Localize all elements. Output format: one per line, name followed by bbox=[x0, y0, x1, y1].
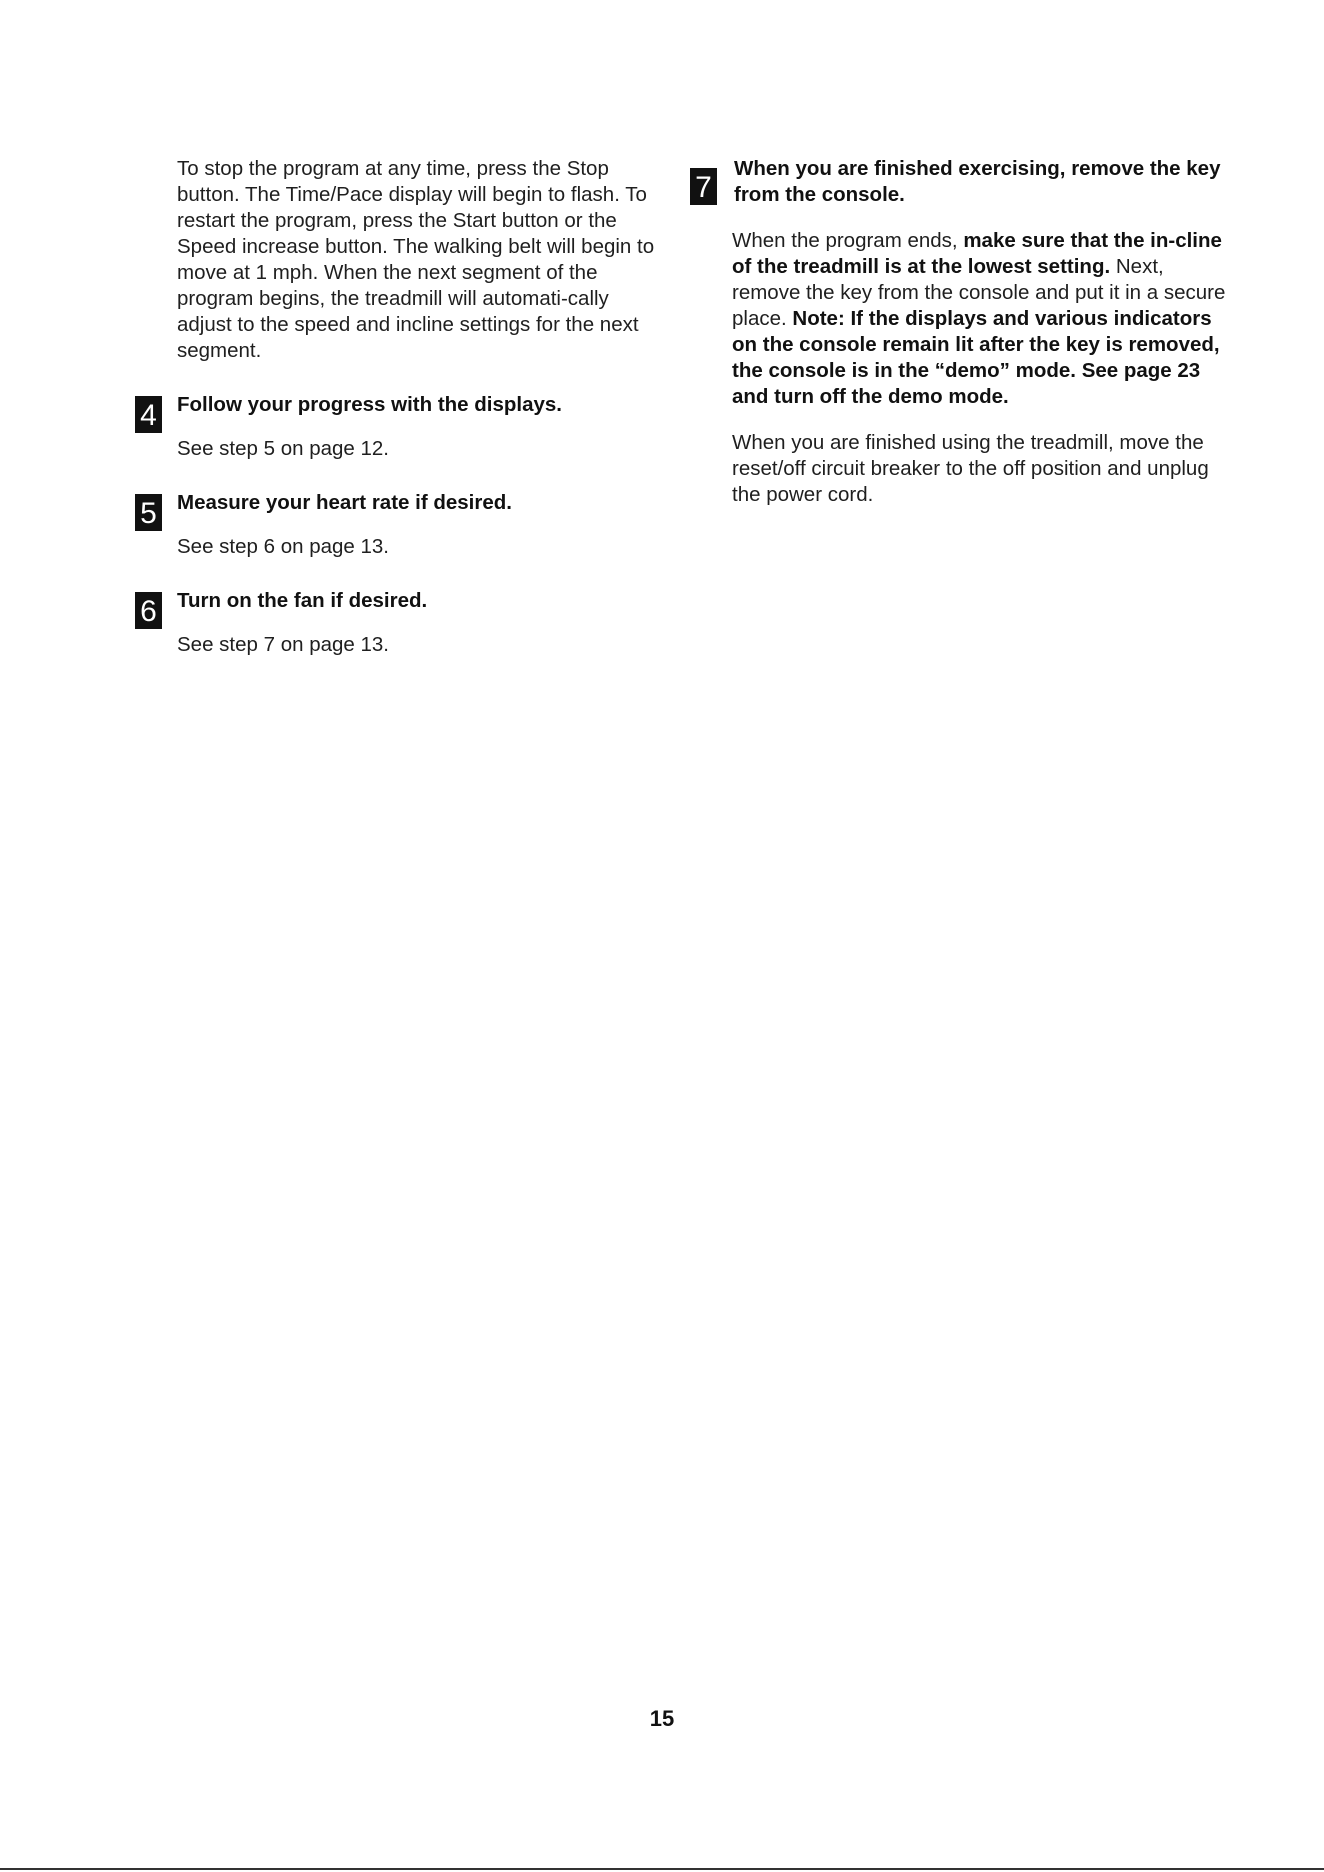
step-title: Follow your progress with the displays. bbox=[177, 393, 563, 416]
step-4 bbox=[135, 392, 665, 462]
step-number-badge: 6 bbox=[135, 592, 162, 629]
program-ends-paragraph: When the program ends, make sure that the in-cline of the treadmill is at the lowest setting. Next, remove the key from the console and put it in a secure place. Note: If the displays and various indicators on the console remain lit after the key is removed, the console is in the “demo” mode. See page 23 and turn off the demo mode. bbox=[732, 229, 1226, 408]
step-body: See step 7 on page 13. bbox=[177, 633, 390, 656]
page-number: 15 bbox=[649, 1706, 675, 1731]
step-7 bbox=[690, 156, 1235, 208]
step-number-badge: 5 bbox=[135, 494, 162, 531]
step-title: Measure your heart rate if desired. bbox=[177, 491, 512, 514]
step-number-badge: 7 bbox=[690, 168, 717, 205]
step-5 bbox=[135, 490, 665, 560]
step-body: See step 5 on page 12. bbox=[177, 437, 390, 460]
step-body: See step 6 on page 13. bbox=[177, 535, 390, 558]
bottom-rule bbox=[0, 1868, 1324, 1870]
step-6 bbox=[135, 588, 665, 658]
left-column bbox=[135, 156, 665, 658]
finished-using-paragraph: When you are finished using the treadmill, move the reset/off circuit breaker to the off position and unplug the power cord. bbox=[732, 431, 1209, 506]
step-title: When you are finished exercising, remove the key from the console. bbox=[734, 157, 1221, 206]
step-number-badge: 4 bbox=[135, 396, 162, 433]
right-column bbox=[690, 156, 1235, 508]
stop-restart-paragraph: To stop the program at any time, press the Stop button. The Time/Pace display will begin to flash. To restart the program, press the Start button or the Speed increase button. The walking belt will begin to move at 1 mph. When the next segment of the program begins, the treadmill will automati-cally adjust to the speed and incline settings for the next segment. bbox=[177, 157, 655, 362]
step-title: Turn on the fan if desired. bbox=[177, 589, 428, 612]
